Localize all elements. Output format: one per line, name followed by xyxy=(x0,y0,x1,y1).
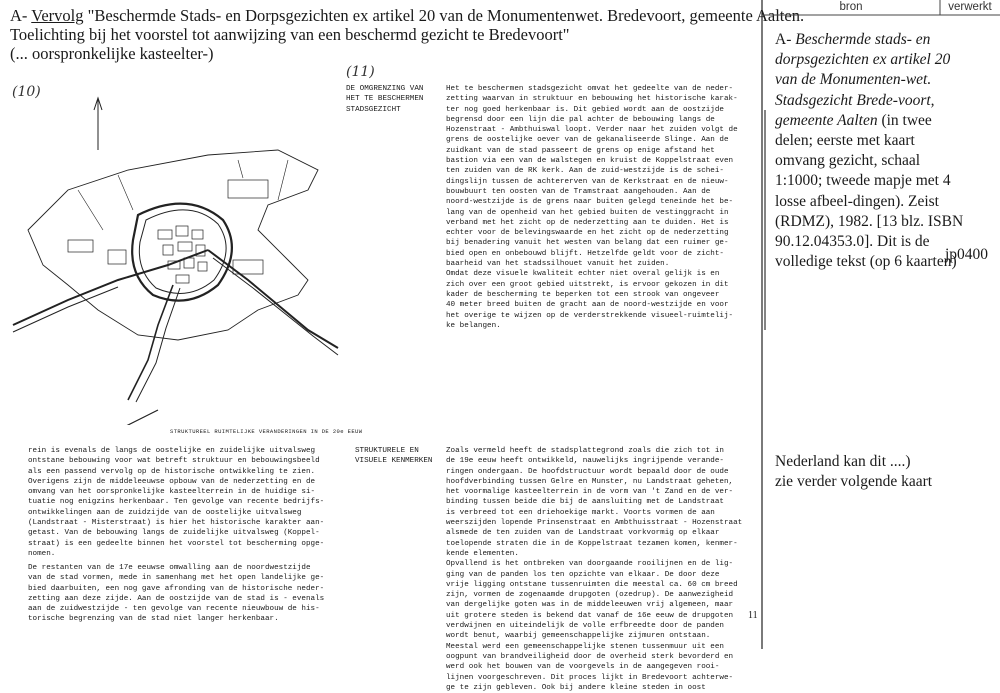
left-paragraph-2: De restanten van de 17e eeuwse omwalling aan de noordwestzijde van de stad vormen, mede in samenhang met het open landelijke ge- bied daarbuiten, een nog gave afronding van de historische neder- zetting aan deze zijde. Aan de oostzijde van de stad is - evenals aan de zuidwestzijde - ten gevolge van recente nieuwbouw de his- torische begrenzing van de stad niet langer herkenbaar. xyxy=(28,564,325,624)
header-title: "Beschermde Stads- en Dorpsgezichten ex artikel 20 van de Monumentenwet. Bredevoort, gemeente Aalten. xyxy=(83,6,805,25)
bibliographic-description xyxy=(775,30,965,272)
left-paragraph-1: rein is evenals de langs de oostelijke en zuidelijke uitvalsweg ontstane bebouwing voor wat betreft struktuur en bebouwingsbeeld als een passend vervolg op de historische ontwikkeling te zien. Overigens zijn de middeleeuwse opbouw van de nederzetting en de omvang van het oorspronkelijke kasteelterrein in de huidige si- tuatie nog enigzins herkenbaar. Ten gevolge van recente bedrijfs- ontwikkelingen aan de zuidzijde van de oostelijke uitvalsweg (Landstraat - Misterstraat) is hier het historische karakter aan- getast. Van de bebouwing langs de zuidelijke uitvalsweg (Koppel- straat) is een gedeelte binnen het voorstel tot bescherming opge- nomen. xyxy=(28,447,325,558)
processed-code: jp0400 xyxy=(945,246,989,263)
card-notes xyxy=(775,452,932,492)
page-number: 11 xyxy=(748,610,758,621)
header-line-2: Toelichting bij het voorstel tot aanwijzing van een beschermd gezicht te Bredevoort" xyxy=(10,25,570,44)
desc-prefix: A- xyxy=(775,31,796,48)
section-2-heading: STRUKTURELE EN VISUELE KENMERKEN xyxy=(355,447,433,466)
note-line-2: zie verder volgende kaart xyxy=(775,473,933,490)
handwritten-mark-11: (11) xyxy=(346,64,375,80)
header-line-3: (... oorspronkelijke kasteelter-) xyxy=(10,44,214,63)
section-1-body: Het te beschermen stadsgezicht omvat het gedeelte van de neder- zetting waarvan in struktuur en bebouwing het historische karak- ter nog goed herkenbaar is. Dit gebied wordt aan de oostzijde begrensd door een lijn die pal achter de bebouwing langs de Hozenstraat - Ambthuiswal loopt. Verder naar het zuiden volgt de grens de oostelijke oever van de gekanaliseerde Slinge. Aan de zuidkant van de stad passeert de grens op enige afstand het bastion via een van de walstegen en kruist de Koppelstraat even ten zuiden van de RK kerk. Aan de zuid-westzijde is de schei- dingslijn tussen de achtererven van de Kerkstraat en de nieuw- bouwbuurt ten oosten van de Tramstraat aangehouden. Aan de noord-westzijde is de grens naar buiten gelegd teneinde het be- lang van de openheid van het gebied buiten de vestinggracht in verband met het zicht op de nederzetting aan te duiden. Het is echter voor de belevingswaarde en het zicht op de nederzetting bij benadering vanuit het westen van belang dat een ruimer ge- bied open en onbebouwd blijft. Hetzelfde geldt voor de zicht- baarheid van het stadssilhouet vanuit het zuiden. Omdat deze visuele kwaliteit echter niet overal gelijk is en zich over een groot gebied uitstrekt, is ervoor gekozen in dit kader de bescherming te beperken tot een strook van ongeveer 40 meter breed buiten de gracht aan de noord-westzijde en voor het overige te wijzen op de verderstrekkende visueel-ruimtelij- ke belangen. xyxy=(446,85,738,330)
note-line-1: Nederland kan dit ....) xyxy=(775,453,911,470)
header-vervolg: Vervolg xyxy=(31,6,84,25)
header-prefix: A- xyxy=(10,6,32,25)
handwritten-mark-10: (10) xyxy=(12,84,41,100)
desc-details: (in twee delen; eerste met kaart omvang gezicht, schaal 1:1000; tweede mapje met 4 losse afbeel-dingen). Zeist (RDMZ), 1982. [13 blz. ISBN 90.12.04353.0]. Dit is de volledige tekst (op 6 kaarten) xyxy=(775,111,964,271)
column-header-bron: bron xyxy=(839,1,863,13)
desc-title: Beschermde stads- en dorpsgezichten ex artikel 20 van de Monumenten-wet. Stadsgezicht Brede-voort, gemeente Aalten xyxy=(775,31,951,129)
column-header-verwerkt: verwerkt xyxy=(948,1,992,13)
section-2-body: Zoals vermeld heeft de stadsplattegrond zoals die zich tot in de 19e eeuw heeft ontwikkeld, nauwelijks ingrijpende verande- ringen ondergaan. De hoofdstructuur wordt bepaald door de oude hoofdverbinding tussen Gelre en Munster, nu Landstraat geheten, het voormalige kasteelterrein in de vorm van 't Zand en de ver- binding tussen beide die bij de aansluiting met de Landstraat is verbreed tot een driehoekige markt. Voorts vormen de aan weerszijden lopende Prinsenstraat en Ambthuisstraat - Hozenstraat alsmede de ten zuiden van de Landstraat vorkvormig op elkaar toelopende straten die in de Koppelstraat tezamen komen, kenmer- kende elementen. Opvallend is het ontbreken van doorgaande rooilijnen en de lig- ging van de panden los ten opzichte van elkaar. De door deze vrije ligging ontstane tussenruimten die meestal ca. 60 cm breed zijn, vormen de zogenaamde drupgoten (ozedrup). De aanwezigheid van dergelijke goten was in de middeleeuwen vrij algemeen, maar uit grotere steden is bekend dat vanaf de 16e eeuw de drupgoten verdwijnen en uiteindelijk de volle erfbreedte door de panden wordt benut, waarbij gemeenschappelijke zijmuren ontstaan. Meestal werd een gemeenschappelijke stenen tussenmuur uit een oogpunt van brandveiligheid door de overheid sterk bevorderd en werd ook het bouwen van de voorgevels in de aangegeven rooi- lijnen voorgeschreven. Dit proces lijkt in Bredevoort achterwe- ge te zijn gebleven. Ook bij andere kleine steden in oost xyxy=(446,447,743,692)
section-1-heading: DE OMGRENZING VAN HET TE BESCHERMEN STADSGEZICHT xyxy=(346,85,424,114)
map-caption: STRUKTUREEL RUIMTELIJKE VERANDERINGEN IN DE 20e EEUW xyxy=(170,428,363,435)
